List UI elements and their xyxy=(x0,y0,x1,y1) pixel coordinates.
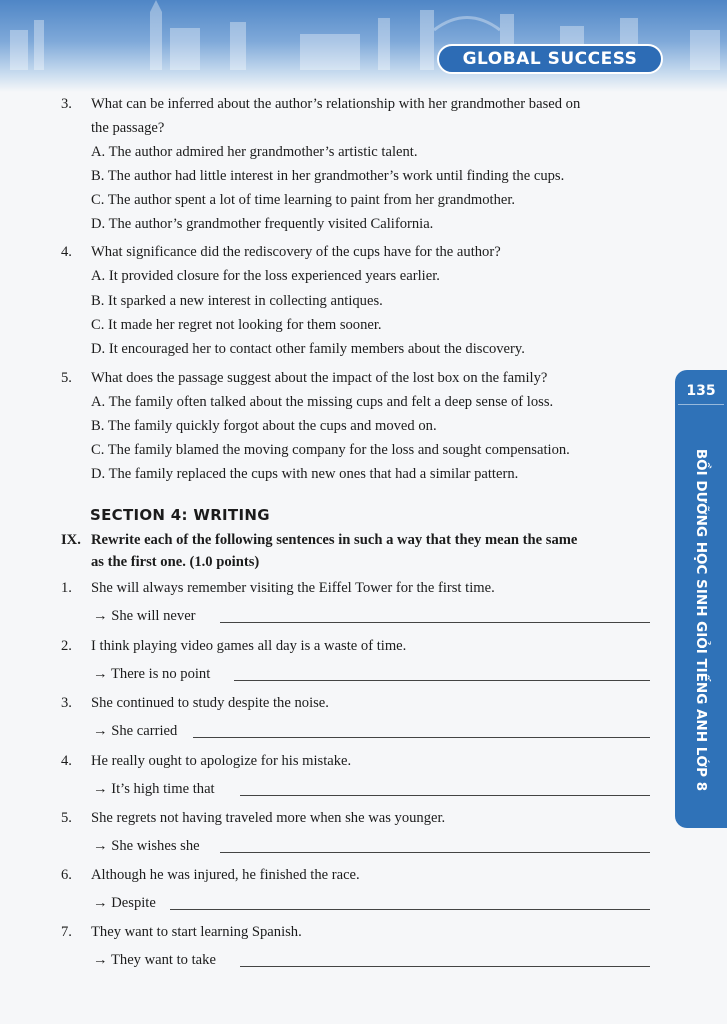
option-a: A. The author admired her grandmother’s artistic talent. xyxy=(91,144,418,160)
answer-line[interactable] xyxy=(220,622,650,623)
item-prompt: → It’s high time that xyxy=(93,781,215,797)
answer-line[interactable] xyxy=(193,737,650,738)
option-b: B. The author had little interest in her grandmother’s work until finding the cups. xyxy=(91,168,565,184)
item-prompt: → She will never xyxy=(93,608,196,624)
item-sentence: He really ought to apologize for his mistake. xyxy=(91,753,352,769)
option-d: D. The family replaced the cups with new ones that had a similar pattern. xyxy=(91,466,519,482)
question-text-cont: the passage? xyxy=(91,120,165,136)
answer-line[interactable] xyxy=(240,966,650,967)
item-sentence: She regrets not having traveled more when she was younger. xyxy=(91,810,446,826)
instruction: Rewrite each of the following sentences in such a way that they mean the same xyxy=(91,532,578,548)
item-prompt: → They want to take xyxy=(93,952,216,968)
option-d: D. It encouraged her to contact other family members about the discovery. xyxy=(91,341,525,357)
section-title: SECTION 4: WRITING xyxy=(90,506,270,524)
option-b: B. It sparked a new interest in collecting antiques. xyxy=(91,293,383,309)
question-text: What does the passage suggest about the impact of the lost box on the family? xyxy=(91,370,548,386)
option-b: B. The family quickly forgot about the cups and moved on. xyxy=(91,418,437,434)
option-c: C. The family blamed the moving company for the loss and sought compensation. xyxy=(91,442,570,458)
option-d: D. The author’s grandmother frequently visited California. xyxy=(91,216,434,232)
item-sentence: I think playing video games all day is a waste of time. xyxy=(91,638,407,654)
item-prompt: → There is no point xyxy=(93,666,211,682)
item-number: 6. xyxy=(61,867,72,883)
item-number: 5. xyxy=(61,810,72,826)
item-prompt: → Despite xyxy=(93,895,156,911)
item-number: 3. xyxy=(61,695,72,711)
page-number: 135 xyxy=(678,378,724,405)
item-number: 7. xyxy=(61,924,72,940)
brand-logo: GLOBAL SUCCESS xyxy=(437,44,663,74)
item-prompt: → She carried xyxy=(93,723,178,739)
item-number: 1. xyxy=(61,580,72,596)
question-number: 5. xyxy=(61,370,72,386)
question-number: 4. xyxy=(61,244,72,260)
option-a: A. It provided closure for the loss experienced years earlier. xyxy=(91,268,440,284)
part-number: IX. xyxy=(61,532,81,548)
answer-line[interactable] xyxy=(170,909,650,910)
item-prompt: → She wishes she xyxy=(93,838,200,854)
answer-line[interactable] xyxy=(234,680,650,681)
instruction-cont: as the first one. (1.0 points) xyxy=(91,554,260,570)
question-text: What significance did the rediscovery of the cups have for the author? xyxy=(91,244,501,260)
question-number: 3. xyxy=(61,96,72,112)
question-text: What can be inferred about the author’s relationship with her grandmother based on xyxy=(91,96,581,112)
item-sentence: She will always remember visiting the Eiffel Tower for the first time. xyxy=(91,580,495,596)
item-sentence: Although he was injured, he finished the race. xyxy=(91,867,360,883)
option-a: A. The family often talked about the missing cups and felt a deep sense of loss. xyxy=(91,394,554,410)
item-number: 2. xyxy=(61,638,72,654)
answer-line[interactable] xyxy=(220,852,650,853)
item-number: 4. xyxy=(61,753,72,769)
option-c: C. It made her regret not looking for them sooner. xyxy=(91,317,382,333)
book-title-vertical: BỒI DƯỠNG HỌC SINH GIỎI TIẾNG ANH LỚP 8 xyxy=(693,448,709,792)
answer-line[interactable] xyxy=(240,795,650,796)
option-c: C. The author spent a lot of time learning to paint from her grandmother. xyxy=(91,192,516,208)
item-sentence: She continued to study despite the noise. xyxy=(91,695,329,711)
item-sentence: They want to start learning Spanish. xyxy=(91,924,302,940)
